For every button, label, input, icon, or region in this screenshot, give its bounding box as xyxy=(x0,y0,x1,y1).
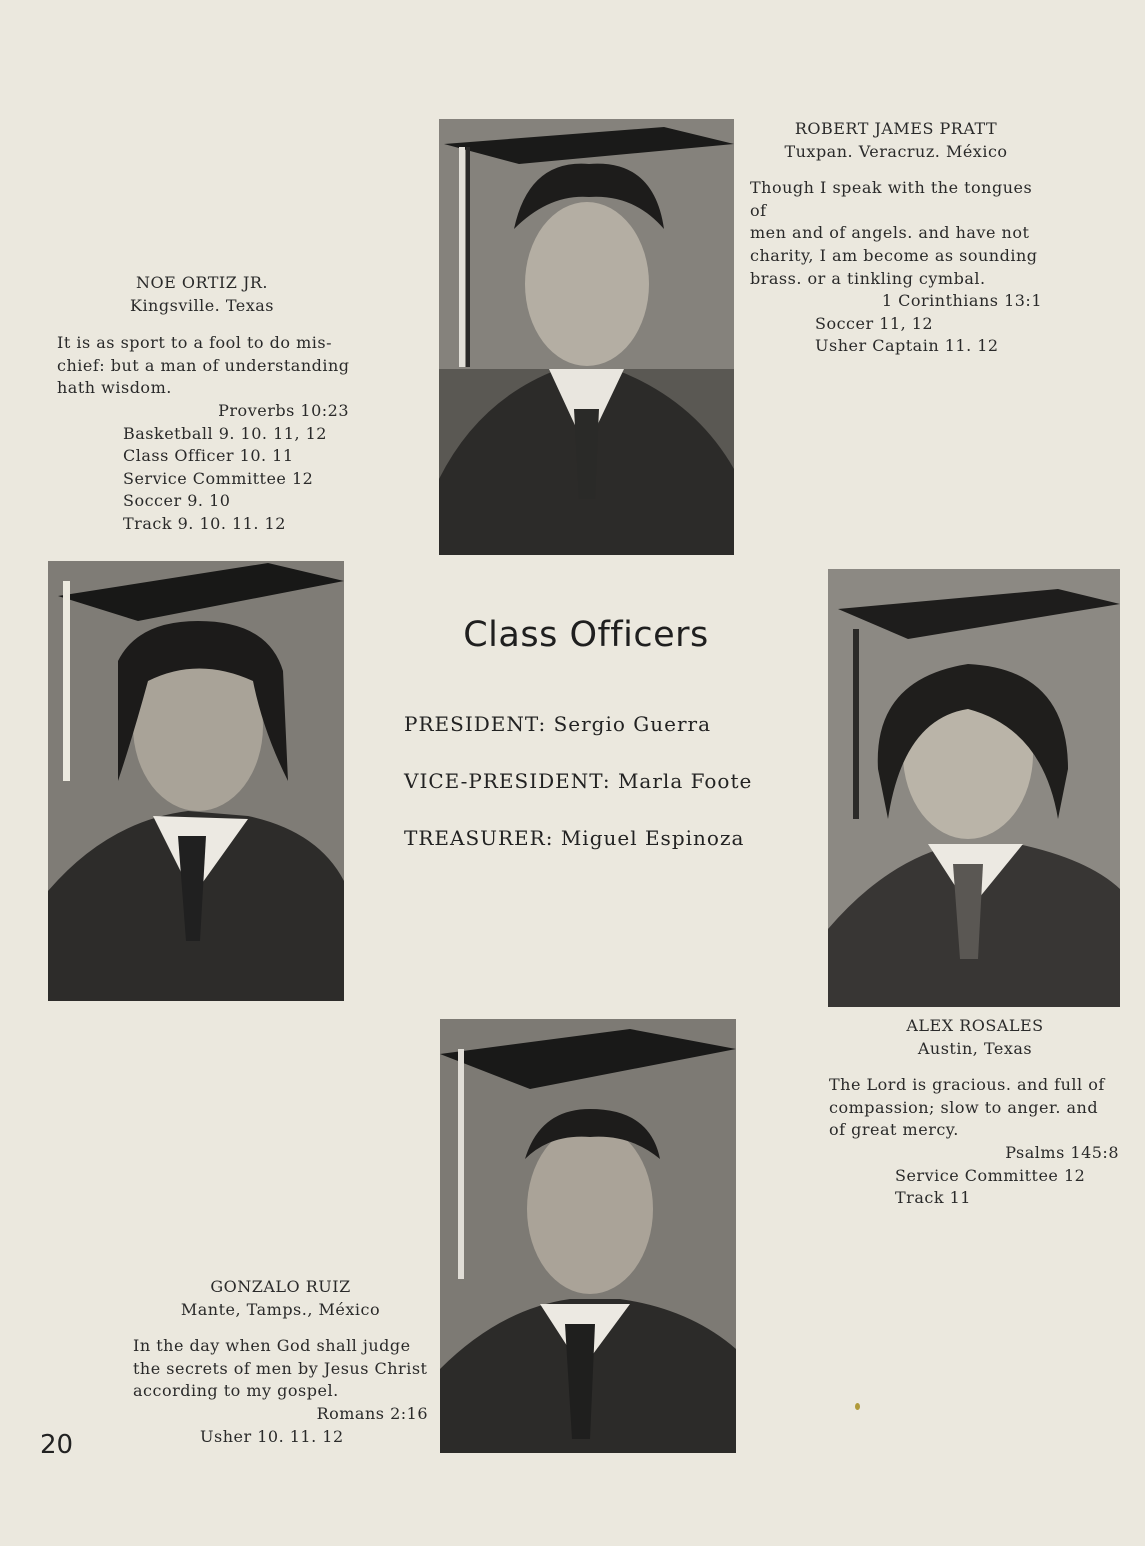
quote-line: It is as sport to a fool to do mis- xyxy=(57,333,333,353)
officer-treasurer xyxy=(404,826,744,850)
quote-line: compassion; slow to anger. and xyxy=(829,1097,1099,1117)
robert-pratt-portrait xyxy=(439,119,734,555)
quote-line: men and of angels. and have not xyxy=(750,223,1030,243)
quote-line: Though I speak with the tongues of xyxy=(750,178,1033,220)
noe-ortiz-portrait xyxy=(48,561,344,1001)
gonzalo-ruiz-portrait xyxy=(440,1019,736,1453)
quote-line: charity, I am become as sounding xyxy=(750,245,1038,265)
senior-name: ALEX ROSALES xyxy=(906,1016,1044,1035)
senior-quote xyxy=(750,177,1050,290)
alex-rosales-portrait xyxy=(828,569,1120,1007)
officer-role: VICE-PRESIDENT: xyxy=(404,769,611,793)
senior-hometown: Tuxpan. Veracruz. México xyxy=(784,141,1008,161)
officer-role: PRESIDENT: xyxy=(404,712,547,736)
quote-line: of great mercy. xyxy=(829,1120,959,1140)
activity-item: Soccer 9. 10 xyxy=(123,491,231,511)
quote-line: brass. or a tinkling cymbal. xyxy=(750,268,986,288)
activity-item: Service Committee 12 xyxy=(123,468,314,488)
activity-item: Service Committee 12 xyxy=(895,1165,1086,1185)
officer-president xyxy=(404,712,711,736)
officer-vice-president xyxy=(404,769,752,793)
page-number: 20 xyxy=(40,1430,74,1460)
officer-name: Marla Foote xyxy=(617,769,753,793)
senior-hometown: Kingsville. Texas xyxy=(129,295,275,315)
activity-item: Usher 10. 11. 12 xyxy=(200,1426,344,1446)
senior-name: NOE ORTIZ JR. xyxy=(135,273,268,292)
robert-pratt-bio xyxy=(750,118,1050,358)
quote-line: hath wisdom. xyxy=(57,378,172,398)
scripture-reference: Proverbs 10:23 xyxy=(218,400,349,420)
activity-item: Track 11 xyxy=(895,1188,971,1208)
activities-list xyxy=(895,1165,1129,1210)
senior-hometown: Mante, Tamps., México xyxy=(180,1299,381,1319)
scripture-reference: 1 Corinthians 13:1 xyxy=(881,291,1042,311)
senior-quote xyxy=(57,332,357,400)
quote-line: the secrets of men by Jesus Christ xyxy=(133,1358,428,1378)
senior-quote xyxy=(829,1074,1129,1142)
officer-name: Miguel Espinoza xyxy=(560,826,745,850)
scripture-reference: Romans 2:16 xyxy=(316,1403,428,1423)
senior-hometown: Austin, Texas xyxy=(917,1038,1033,1058)
activities-list xyxy=(200,1426,433,1449)
quote-line: In the day when God shall judge xyxy=(133,1336,411,1356)
quote-line: according to my gospel. xyxy=(133,1381,339,1401)
activity-item: Soccer 11, 12 xyxy=(815,313,934,333)
senior-name: ROBERT JAMES PRATT xyxy=(794,119,998,138)
activity-item: Class Officer 10. 11 xyxy=(123,446,294,466)
activity-item: Usher Captain 11. 12 xyxy=(815,336,999,356)
print-speck xyxy=(855,1403,860,1410)
activities-list xyxy=(815,313,1050,358)
alex-rosales-bio xyxy=(829,1015,1129,1210)
activities-list xyxy=(123,423,357,536)
quote-line: The Lord is gracious. and full of xyxy=(829,1075,1105,1095)
activity-item: Track 9. 10. 11. 12 xyxy=(123,513,286,533)
section-title: Class Officers xyxy=(463,615,709,655)
quote-line: chief: but a man of understanding xyxy=(57,355,350,375)
gonzalo-ruiz-bio xyxy=(133,1276,433,1448)
officer-name: Sergio Guerra xyxy=(553,712,712,736)
officer-role: TREASURER: xyxy=(404,826,554,850)
noe-ortiz-bio xyxy=(57,272,357,536)
senior-name: GONZALO RUIZ xyxy=(210,1277,351,1296)
senior-quote xyxy=(133,1335,433,1403)
activity-item: Basketball 9. 10. 11, 12 xyxy=(123,423,327,443)
scripture-reference: Psalms 145:8 xyxy=(1005,1142,1119,1162)
